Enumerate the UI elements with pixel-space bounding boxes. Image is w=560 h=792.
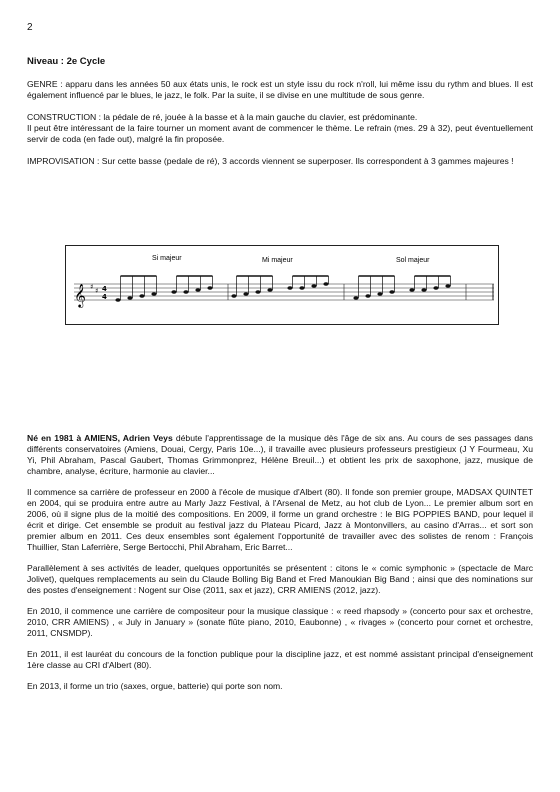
note-head [287,286,292,290]
note-head [127,296,132,300]
score-label-si-majeur: Si majeur [152,255,182,262]
bio-paragraph-6: En 2013, il forme un trio (saxes, orgue, batterie) qui porte son nom. [27,681,283,691]
construction-paragraph [27,112,533,145]
score-notes [115,276,466,302]
note-head [323,282,328,286]
note-head [183,290,188,294]
note-head [231,294,236,298]
meter-top: 4 [102,285,107,293]
key-sharp-2-icon: ♯ [95,287,99,295]
page-number: 2 [27,22,33,33]
bio-paragraph-5: En 2011, il est lauréat du concours de la fonction publique pour la discipline jazz, et est nommé assistant principal d'enseignement 1ère classe au CRI d'Albert (80). [27,649,533,670]
music-score-excerpt [65,245,499,325]
note-head [421,288,426,292]
note-head [139,294,144,298]
note-head [255,290,260,294]
note-head [433,286,438,290]
improvisation-paragraph: IMPROVISATION : Sur cette basse (pedale de ré), 3 accords viennent se superposer. Ils correspondent à 3 gammes majeures ! [27,156,514,166]
note-head [267,288,272,292]
note-head [311,284,316,288]
treble-clef-icon: 𝄞 [74,283,86,307]
level-heading: Niveau : 2e Cycle [27,56,106,67]
score-label-mi-majeur: Mi majeur [262,257,293,264]
note-head [377,292,382,296]
bio-paragraph-1 [27,433,533,477]
staff-lines [74,284,494,300]
note-head [171,290,176,294]
bio-paragraph-2: Il commence sa carrière de professeur en 2000 à l'école de musique d'Albert (80). Il fonde son premier groupe, MADSAX QUINTET en 2004, qui se produira entre autre au Marly Jazz Festival, à l'Arsenal de Metz, au hot club de Lyon... Le premier album sort en 2006, où il signe plus de la moitié des compositions. En 2009, il forme un grand orchestre : le BIG POPPIES BAND, pour lequel il écrit et dirige. Cet ensemble se produit au festival jazz du Plateau Picard, Jazz à Montonvillers, au casino d'Arras... et sort son premier album en 2011. Ces deux ensembles sont également l'opportunité de travailler avec des solistes de renom : François Thuillier, Stan Laferrière, Serge Bertocchi, Phil Abraham, Eric Barret... [27,487,533,552]
bio-paragraph-3: Parallèlement à ses activités de leader, quelques opportunités se présentent : citons le « comic symphonic » (spectacle de Marc Jolivet), quelques remplacements au sein du Claude Bolling Big Band et Fred Manoukian Big Band ; ainsi que des nominations sur des postes d'enseignement : Nogent sur Oise (2011, sax et jazz), CRR AMIENS (2012, jazz). [27,563,533,595]
level-section [27,56,533,178]
score-label-sol-majeur: Sol majeur [396,257,430,264]
score-staff-svg [66,246,498,324]
note-head [389,290,394,294]
note-head [353,296,358,300]
note-head [151,292,156,296]
bio-paragraph-1-text: débute l'apprentissage de la musique dès l'âge de six ans. Au cours de ses passages dans différents conservatoires (Amiens, Douai, Cergy, Paris 10e...), il travaille avec plusieurs professeurs prestigieux (J Y Fourmeau, Xu Yi, Phil Abraham, Pascal Gaubert, Thomas Grimmonprez, Hélène Breuil...) et obtient les prix de saxophone, jazz, musique de chambre, analyse, écriture, harmonie au clavier... [27,433,533,476]
meter-bottom: 4 [102,293,107,301]
note-head [243,292,248,296]
note-head [207,286,212,290]
construction-line-1: CONSTRUCTION : la pédale de ré, jouée à la basse et à la main gauche du clavier, est prédominante. [27,112,418,122]
note-head [115,298,120,302]
genre-paragraph: GENRE : apparu dans les années 50 aux états unis, le rock est un style issu du rock n'roll, lui même issu du rythm and blues. Il est également influencé par le blues, le jazz, le folk. Par la suite, il se divise en une multitude de sous genre. [27,79,533,100]
note-head [409,288,414,292]
construction-line-2: Il peut être intéressant de la faire tourner un moment avant de commencer le thème. Le refrain (mes. 29 à 32), peut éventuellement servir de coda (en fade out), malgré la fin proposée. [27,123,533,144]
note-head [365,294,370,298]
key-sharp-1-icon: ♯ [90,283,94,291]
bio-lead: Né en 1981 à AMIENS, Adrien Veys [27,433,173,443]
biography-section [27,433,533,702]
bio-paragraph-4: En 2010, il commence une carrière de compositeur pour la musique classique : « reed rhapsody » (concerto pour sax et orchestre, 2010, CRR AMIENS) , « July in January » (sonate flûte piano, 2010, Eaubonne) , « rivages » (concerto pour cornet et orchestre, 2011, CNSMDP). [27,606,533,638]
note-head [195,288,200,292]
note-head [445,284,450,288]
note-head [299,286,304,290]
